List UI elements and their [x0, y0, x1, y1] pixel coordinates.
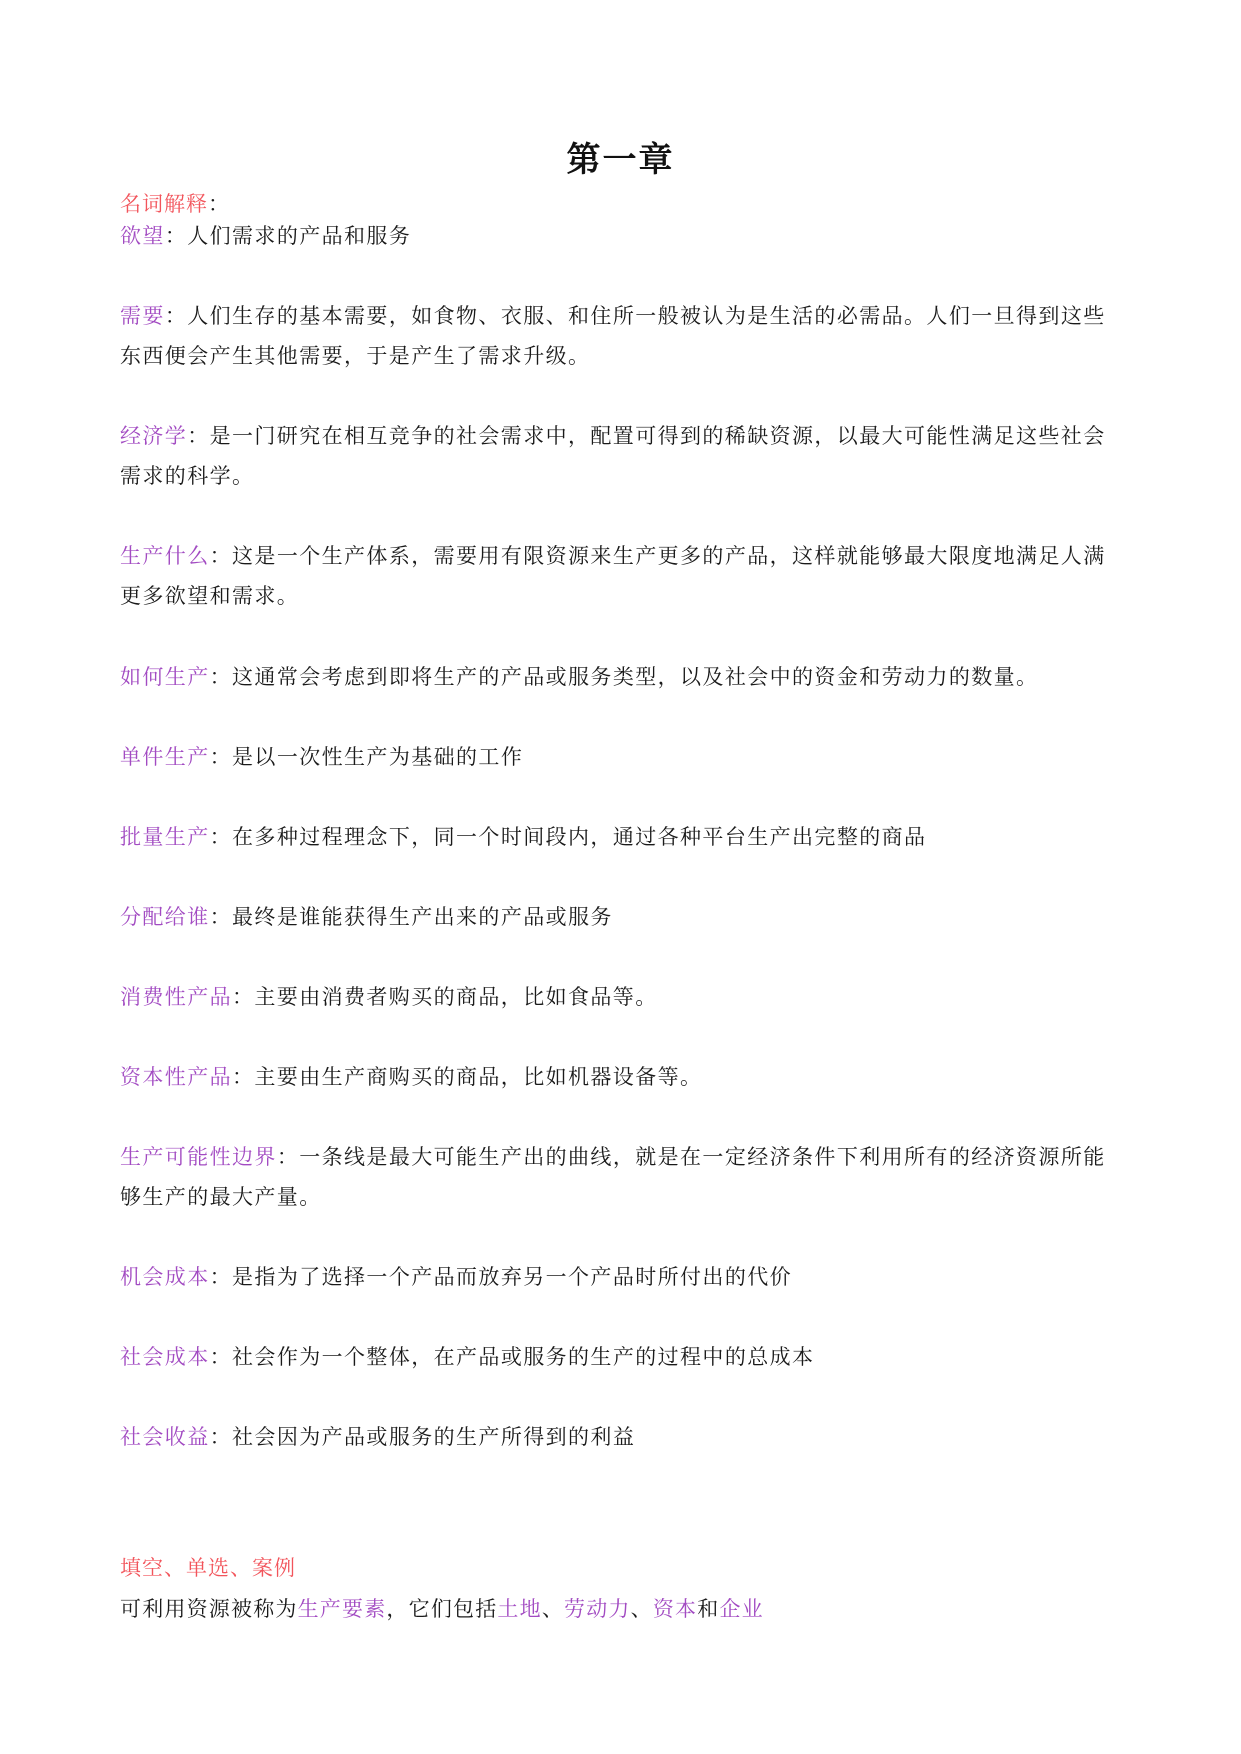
term-definition: 主要由生产商购买的商品，比如机器设备等。 — [254, 1065, 703, 1089]
keyword-enterprise: 企业 — [719, 1597, 764, 1621]
term-definition: 是一门研究在相互竞争的社会需求中，配置可得到的稀缺资源，以最大可能性满足这些社会需求的科学。 — [120, 424, 1106, 488]
term-colon: ： — [232, 985, 255, 1009]
term-definition: 主要由消费者购买的商品，比如食品等。 — [254, 985, 658, 1009]
term-definition: 人们生存的基本需要，如食物、衣服、和住所一般被认为是生活的必需品。人们一旦得到这些东西便会产生其他需要，于是产生了需求升级。 — [120, 304, 1106, 368]
term-name: 生产什么 — [120, 544, 210, 568]
term-definition: 是以一次性生产为基础的工作 — [232, 745, 524, 769]
glossary-heading-colon: ： — [208, 192, 230, 216]
term-definition: 社会作为一个整体，在产品或服务的生产的过程中的总成本 — [232, 1345, 815, 1369]
keyword-capital: 资本 — [652, 1597, 698, 1621]
term-name: 如何生产 — [120, 665, 210, 689]
keyword-labor: 劳动力 — [564, 1597, 631, 1621]
term-name: 经济学 — [120, 424, 188, 448]
term-opportunity-cost — [120, 1257, 1120, 1297]
term-name: 欲望 — [120, 224, 165, 248]
term-definition: 社会因为产品或服务的生产所得到的利益 — [232, 1425, 636, 1449]
keyword-factors: 生产要素 — [297, 1597, 387, 1621]
term-colon: ： — [209, 1345, 233, 1369]
term-definition: 最终是谁能获得生产出来的产品或服务 — [232, 905, 613, 929]
term-name: 社会收益 — [120, 1425, 210, 1449]
term-need — [120, 296, 1120, 376]
term-name: 消费性产品 — [120, 985, 232, 1009]
term-name: 分配给谁 — [120, 905, 210, 929]
term-colon: ： — [209, 1425, 233, 1449]
term-colon: ： — [164, 224, 188, 248]
line-sep-1: 、 — [541, 1597, 565, 1621]
term-definition: 这通常会考虑到即将生产的产品或服务类型，以及社会中的资金和劳动力的数量。 — [232, 665, 1039, 689]
term-colon: ： — [209, 544, 233, 568]
chapter-title: 第一章 — [566, 140, 675, 180]
term-definition: 一条线是最大可能生产出的曲线，就是在一定经济条件下利用所有的经济资源所能够生产的最大产量。 — [120, 1145, 1106, 1209]
term-colon: ： — [209, 665, 233, 689]
line-and: 和 — [697, 1597, 720, 1621]
term-definition: 在多种过程理念下，同一个时间段内，通过各种平台生产出完整的商品 — [232, 825, 927, 849]
line-sep-2: 、 — [630, 1597, 653, 1621]
term-capital-goods — [120, 1057, 1120, 1097]
term-economics — [120, 416, 1120, 496]
term-how-to-produce — [120, 657, 1120, 697]
term-colon: ： — [232, 1065, 255, 1089]
term-definition: 是指为了选择一个产品而放弃另一个产品时所付出的代价 — [232, 1265, 793, 1289]
term-colon: ： — [276, 1145, 300, 1169]
term-colon: ： — [187, 424, 210, 448]
term-what-to-produce — [120, 536, 1120, 616]
term-desire — [120, 216, 1120, 256]
term-colon: ： — [209, 745, 233, 769]
exercises-heading: 填空、单选、案例 — [120, 1556, 296, 1580]
factors-of-production-line — [120, 1593, 764, 1623]
term-name: 批量生产 — [120, 825, 210, 849]
term-consumer-goods — [120, 977, 1120, 1017]
term-name: 资本性产品 — [120, 1065, 232, 1089]
term-colon: ： — [209, 1265, 233, 1289]
term-definition: 人们需求的产品和服务 — [187, 224, 412, 248]
line-mid: ，它们包括 — [386, 1597, 498, 1621]
term-job-production — [120, 737, 1120, 777]
term-colon: ： — [209, 825, 233, 849]
term-name: 需要 — [120, 304, 165, 328]
term-for-whom — [120, 897, 1120, 937]
keyword-land: 土地 — [497, 1597, 542, 1621]
term-name: 生产可能性边界 — [120, 1145, 277, 1169]
term-social-cost — [120, 1337, 1120, 1377]
term-name: 机会成本 — [120, 1265, 210, 1289]
term-definition: 这是一个生产体系，需要用有限资源来生产更多的产品，这样就能够最大限度地满足人满更多欲望和需求。 — [120, 544, 1106, 608]
term-colon: ： — [164, 304, 188, 328]
glossary-heading — [120, 188, 230, 218]
term-name: 单件生产 — [120, 745, 210, 769]
term-batch-production — [120, 817, 1120, 857]
line-prefix: 可利用资源被称为 — [120, 1597, 298, 1621]
term-social-benefit — [120, 1417, 1120, 1457]
term-colon: ： — [209, 905, 233, 929]
term-ppf — [120, 1137, 1120, 1217]
term-name: 社会成本 — [120, 1345, 210, 1369]
glossary-heading-text: 名词解释 — [120, 192, 208, 216]
